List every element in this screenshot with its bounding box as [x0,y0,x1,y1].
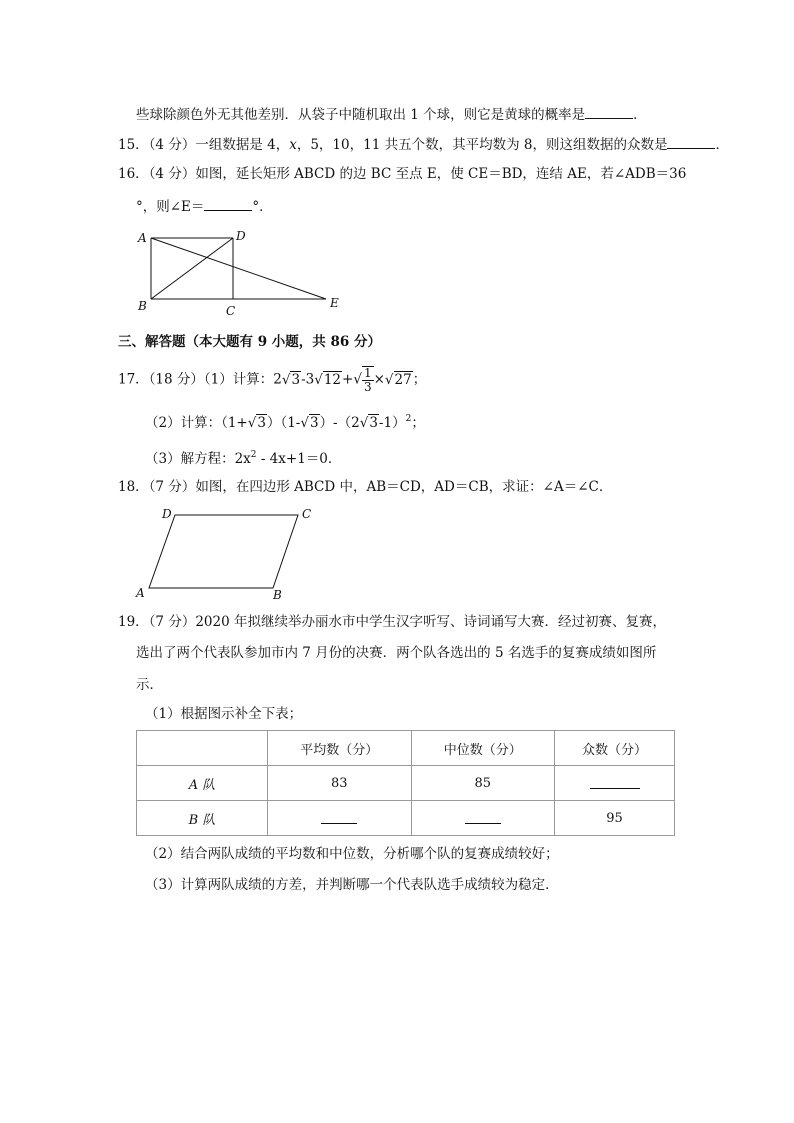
q14-continuation: 些球除颜色外无其他差别．从袋子中随机取出 1 个球，则它是黄球的概率是 ． [136,104,647,124]
q16-number: 16． [118,166,149,182]
q15-score: （4 分） [148,137,196,153]
table-row [137,801,675,836]
median-cell-blank[interactable] [411,801,555,836]
section-3-heading: 三、解答题（本大题有 9 小题，共 86 分） [118,334,381,350]
q15-answer-blank[interactable] [667,134,715,149]
q17-part-3: （3）解方程：$2x^2 - 4x+1=0$． [145,450,342,467]
q18-number: 18． [118,479,149,495]
mean-cell-blank[interactable] [268,801,412,836]
table-header: 众数（分） [555,731,675,766]
mode-cell-blank[interactable] [555,766,675,801]
sqrt-one-third: √ $\frac{1}{3}$ [353,366,372,394]
q14-text: 些球除颜色外无其他差别．从袋子中随机取出 1 个球，则它是黄球的概率是 [136,107,586,123]
label-E: E [330,296,339,310]
line-AE [151,238,326,299]
q17-score: （18 分） [148,371,204,388]
table-row [137,766,675,801]
q19-score: （7 分） [148,614,196,630]
median-cell: 85 [411,766,555,801]
sqrt-27: √27 [384,371,412,388]
q19-line2: 选出了两个代表队参加市内 7 月份的决赛．两个队各选出的 5 名选手的复赛成绩如图所 [136,645,657,661]
q19-score-table [136,730,675,836]
question-19: 19．（7 分）2020 年拟继续举办丽水市中学生汉字听写、诗词诵写大赛．经过初赛、复赛， [118,614,666,630]
sqrt-12: √12 [314,371,342,388]
question-17: 17．（18 分）（1）计算：2√3-3√12+√ $\frac{1}{3}$ ×√27； [118,366,427,394]
q18-parallelogram-figure [130,503,330,603]
question-18 [118,478,612,496]
q18-text: 如图，在四边形 ABCD 中，AB＝CD，AD＝CB，求证：∠A＝∠C． [195,479,613,495]
parallelogram-ABCD [149,515,298,588]
question-16 [118,165,686,183]
q18-score: （7 分） [148,479,196,495]
q16-score: （4 分） [148,166,196,182]
q16-text: 如图，延长矩形 ABCD 的边 BC 至点 E，使 CE＝BD，连结 AE，若∠ADB＝36 [195,166,687,182]
table-header-row [137,731,675,766]
table-header: 平均数（分） [268,731,412,766]
q19-line3: 示． [136,677,163,693]
q16-line2: °，则∠E＝ °． [136,196,273,216]
q19-part-1: （1）根据图示补全下表； [145,706,303,722]
q15-number: 15． [118,137,149,153]
q14-answer-blank[interactable] [585,104,633,119]
mean-cell: 83 [268,766,412,801]
q19-part-3: （3）计算两队成绩的方差，并判断哪一个代表队选手成绩较为稳定． [145,877,559,893]
label-B: B [138,299,147,313]
label-A: A [138,231,147,245]
answer-blank[interactable] [321,809,357,824]
question-15: 15．（4 分）一组数据是 4，x，5，10，11 共五个数，其平均数为 8，则这组数据的众数是 ． [118,134,729,154]
q16-answer-blank[interactable] [204,196,252,211]
q17-number: 17． [118,371,149,388]
q19-number: 19． [118,614,149,630]
answer-blank[interactable] [465,809,501,824]
label-D: D [236,229,246,243]
q16-rectangle-figure [130,225,350,320]
label-B: B [273,588,282,602]
mode-cell: 95 [555,801,675,836]
answer-blank[interactable] [590,774,640,789]
label-D: D [162,507,172,521]
sqrt-3-a: √3 [281,371,301,388]
team-cell: B 队 [137,801,268,836]
q17-part-2: （2）计算：$(1+√3)(1-√3)-(2√3-1)^2$； [145,414,425,431]
team-cell: A 队 [137,766,268,801]
label-C: C [302,507,312,521]
q19-part-2: （2）结合两队成绩的平均数和中位数，分析哪个队的复赛成绩较好； [145,846,559,862]
label-A: A [136,586,145,600]
table-header [137,731,268,766]
label-C: C [226,304,236,318]
diagonal-BD [151,238,233,299]
table-header: 中位数（分） [411,731,555,766]
